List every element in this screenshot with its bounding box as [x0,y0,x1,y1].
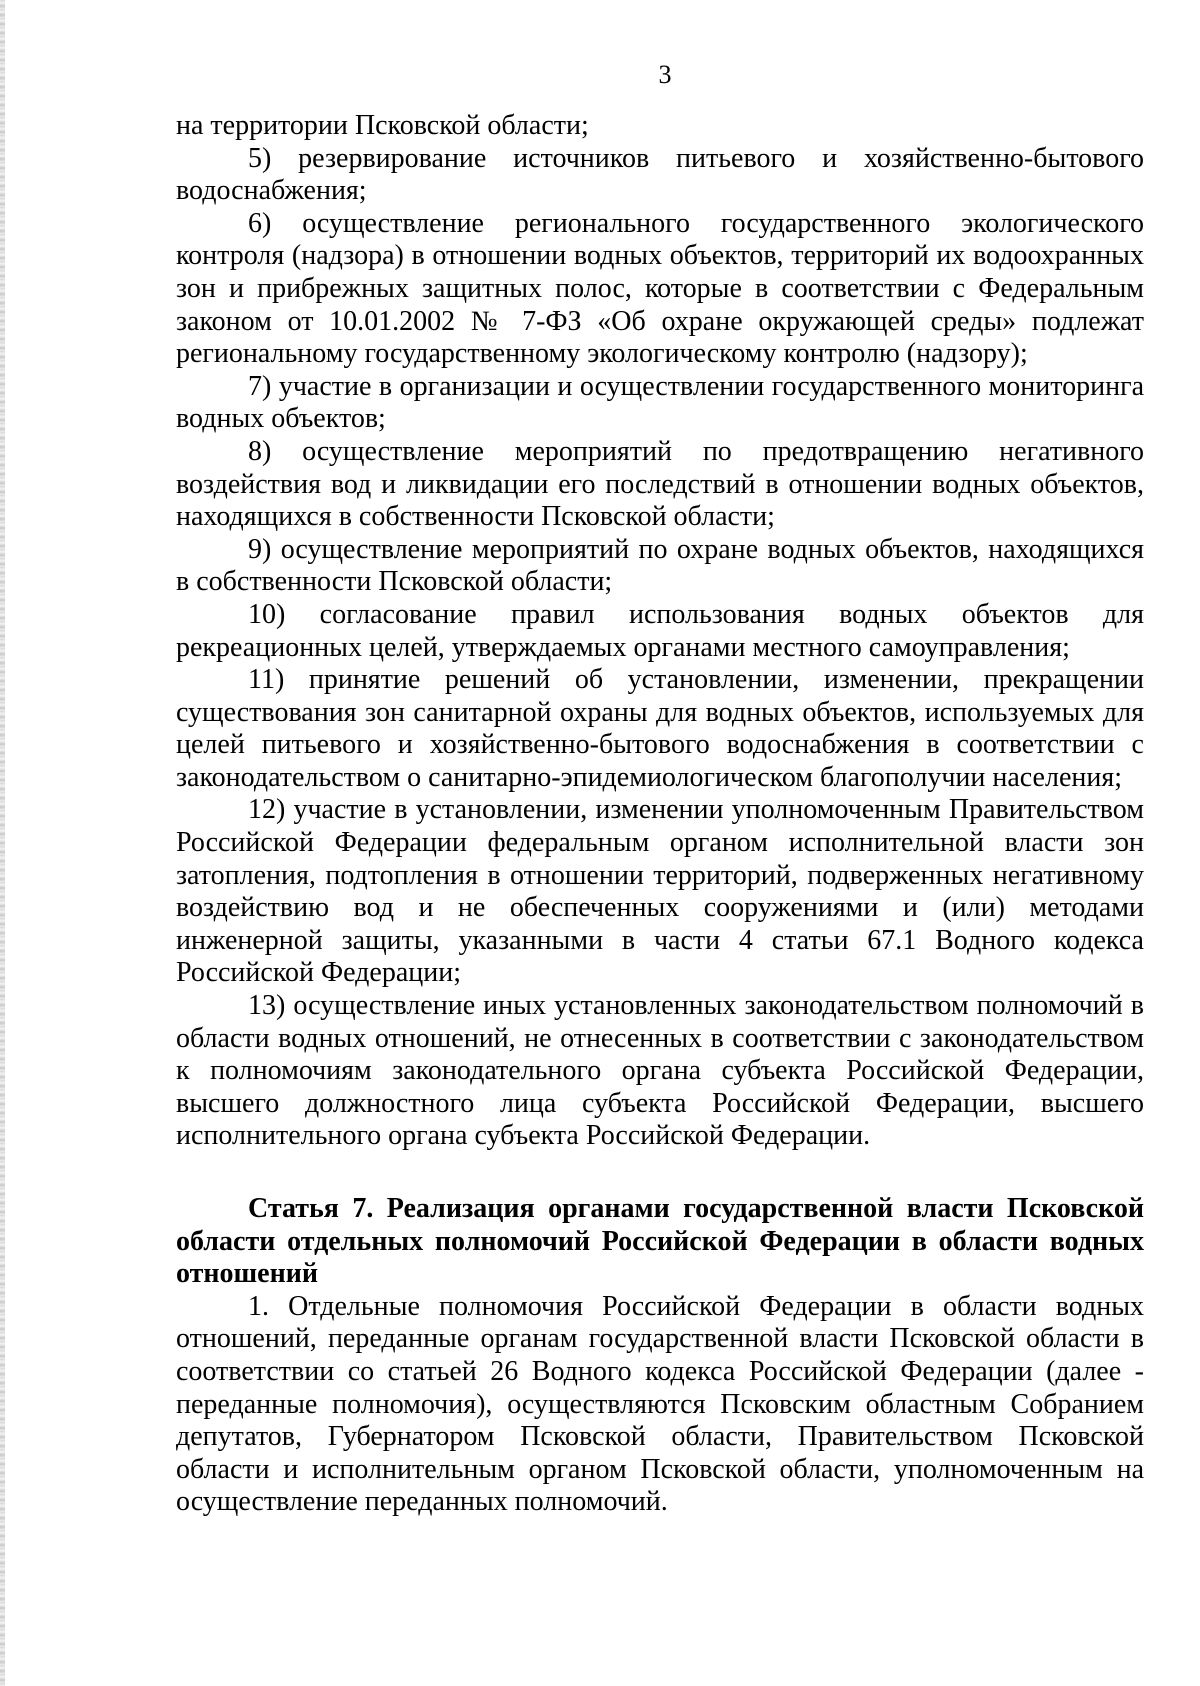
article-7-heading: Статья 7. Реализация органами государственной власти Псковской области отдельных полномочий Российской Федерации в области водных отношений [176,1193,1144,1290]
document-body [176,110,1144,1519]
paragraph-item-11: 11) принятие решений об установлении, изменении, прекращении существования зон санитарной охраны для водных объектов, используемых для целей питьевого и хозяйственно-бытового водоснабжения в соответствии с законодательством о санитарно-эпидемиологическом благополучии населения; [176,664,1144,793]
paragraph-item-6: 6) осуществление регионального государственного экологического контроля (надзора) в отношении водных объектов, территорий их водоохранных зон и прибрежных защитных полос, которые в соответствии с Федеральным законом от 10.01.2002 № 7-ФЗ «Об охране окружающей среды» подлежат региональному государственному экологическому контролю (надзору); [176,207,1144,370]
scan-edge [0,0,5,1686]
article-7-paragraph-1: 1. Отдельные полномочия Российской Федерации в области водных отношений, переданные органам государственной власти Псковской области в соответствии со статьей 26 Водного кодекса Российской Федерации (далее - переданные полномочия), осуществляются Псковским областным Собранием депутатов, Губернатором Псковской области, Правительством Псковской области и исполнительным органом Псковской области, уполномоченным на осуществление переданных полномочий. [176,1290,1144,1518]
paragraph-continuation: на территории Псковской области; [176,110,589,141]
paragraph-item-9: 9) осуществление мероприятий по охране водных объектов, находящихся в собственности Псковской области; [176,533,1144,598]
paragraph-item-12: 12) участие в установлении, изменении уполномоченным Правительством Российской Федерации федеральным органом исполнительной власти зон затопления, подтопления в отношении территорий, подверженных негативному воздействию вод и не обеспеченных сооружениями и (или) методами инженерной защиты, указанными в части 4 статьи 67.1 Водного кодекса Российской Федерации; [176,794,1144,989]
paragraph-item-7: 7) участие в организации и осуществлении государственного мониторинга водных объектов; [176,370,1144,435]
paragraph-item-10: 10) согласование правил использования водных объектов для рекреационных целей, утверждаемых органами местного самоуправления; [176,598,1144,663]
paragraph-item-5: 5) резервирование источников питьевого и хозяйственно-бытового водоснабжения; [176,142,1144,207]
page-number: 3 [658,60,672,89]
paragraph-item-8: 8) осуществление мероприятий по предотвращению негативного воздействия вод и ликвидации его последствий в отношении водных объектов, находящихся в собственности Псковской области; [176,435,1144,533]
paragraph-item-13: 13) осуществление иных установленных законодательством полномочий в области водных отношений, не отнесенных в соответствии с законодательством к полномочиям законодательного органа субъекта Российской Федерации, высшего должностного лица субъекта Российской Федерации, высшего исполнительного органа субъекта Российской Федерации. [176,990,1144,1152]
